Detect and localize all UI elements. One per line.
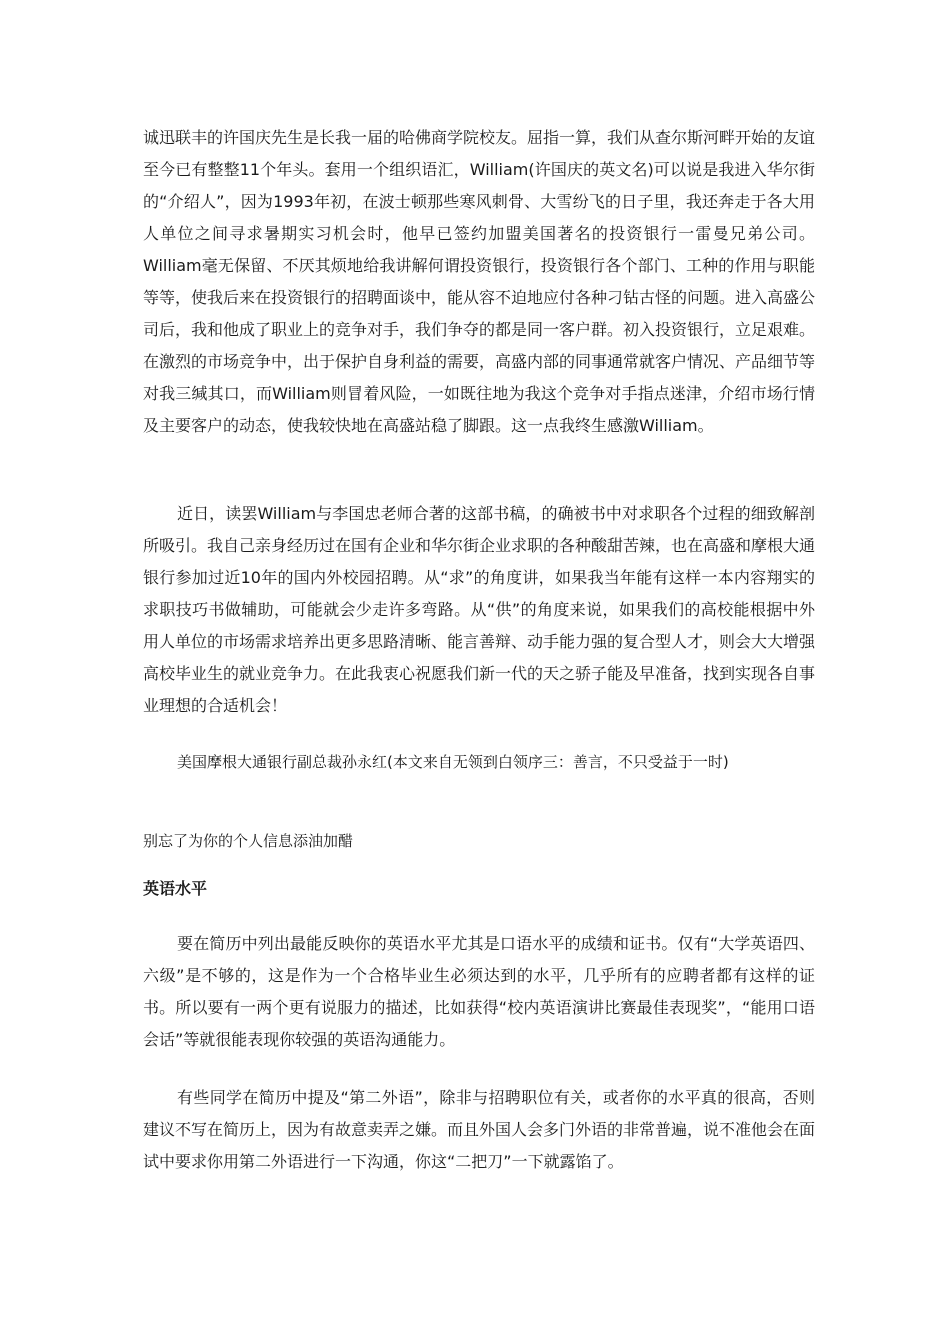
english-paragraph-1: 要在简历中列出最能反映你的英语水平尤其是口语水平的成绩和证书。仅有“大学英语四、六级”是不够的，这是作为一个合格毕业生必须达到的水平，几乎所有的应聘者都有这样的证书。所以要有一两个更有说服力的描述，比如获得“校内英语演讲比赛最佳表现奖”，“能用口语会话”等就很能表现你较强的英语沟通能力。 bbox=[143, 934, 815, 1049]
section-title: 别忘了为你的个人信息添油加醋 bbox=[143, 832, 354, 850]
english-paragraph-2: 有些同学在简历中提及“第二外语”，除非与招聘职位有关，或者你的水平真的很高，否则建议不写在简历上，因为有故意卖弄之嫌。而且外国人会多门外语的非常普遍，说不准他会在面试中要求你用第二外语进行一下沟通，你这“二把刀”一下就露馅了。 bbox=[143, 1088, 816, 1171]
preface-paragraph-2: 近日，读罢William与李国忠老师合著的这部书稿，的确被书中对求职各个过程的细致解剖所吸引。我自己亲身经历过在国有企业和华尔街企业求职的各种酸甜苦辣，也在高盛和摩根大通银行参加过近10年的国内外校园招聘。从“求”的角度讲，如果我当年能有这样一本内容翔实的求职技巧书做辅助，可能就会少走许多弯路。从“供”的角度来说，如果我们的高校能根据中外用人单位的市场需求培养出更多思路清晰、能言善辩、动手能力强的复合型人才，则会大大增强高校毕业生的就业竞争力。在此我衷心祝愿我们新一代的天之骄子能及早准备，找到实现各自事业理想的合适机会！ bbox=[143, 504, 816, 715]
preface-paragraph-1: 诚迅联丰的许国庆先生是长我一届的哈佛商学院校友。屈指一算，我们从查尔斯河畔开始的友谊至今已有整整11个年头。套用一个组织语汇，William(许国庆的英文名)可以说是我进入华尔街的“介绍人”，因为1993年初，在波士顿那些寒风刺骨、大雪纷飞的日子里，我还奔走于各大用人单位之间寻求暑期实习机会时，他早已签约加盟美国著名的投资银行一雷曼兄弟公司。William毫无保留、不厌其烦地给我讲解何谓投资银行，投资银行各个部门、工种的作用与职能等等，使我后来在投资银行的招聘面谈中，能从容不迫地应付各种刁钻古怪的问题。进入高盛公司后，我和他成了职业上的竞争对手，我们争夺的都是同一客户群。初入投资银行，立足艰难。在激烈的市场竞争中，出于保护自身利益的需要，高盛内部的同事通常就客户情况、产品细节等对我三缄其口，而William则冒着风险，一如既往地为我这个竞争对手指点迷津，介绍市场行情及主要客户的动态，使我较快地在高盛站稳了脚跟。这一点我终生感激William。 bbox=[143, 128, 816, 435]
subheading-english-level: 英语水平 bbox=[143, 879, 208, 898]
preface-signature: 美国摩根大通银行副总裁孙永红(本文来自无领到白领序三：善言，不只受益于一时) bbox=[177, 753, 729, 771]
